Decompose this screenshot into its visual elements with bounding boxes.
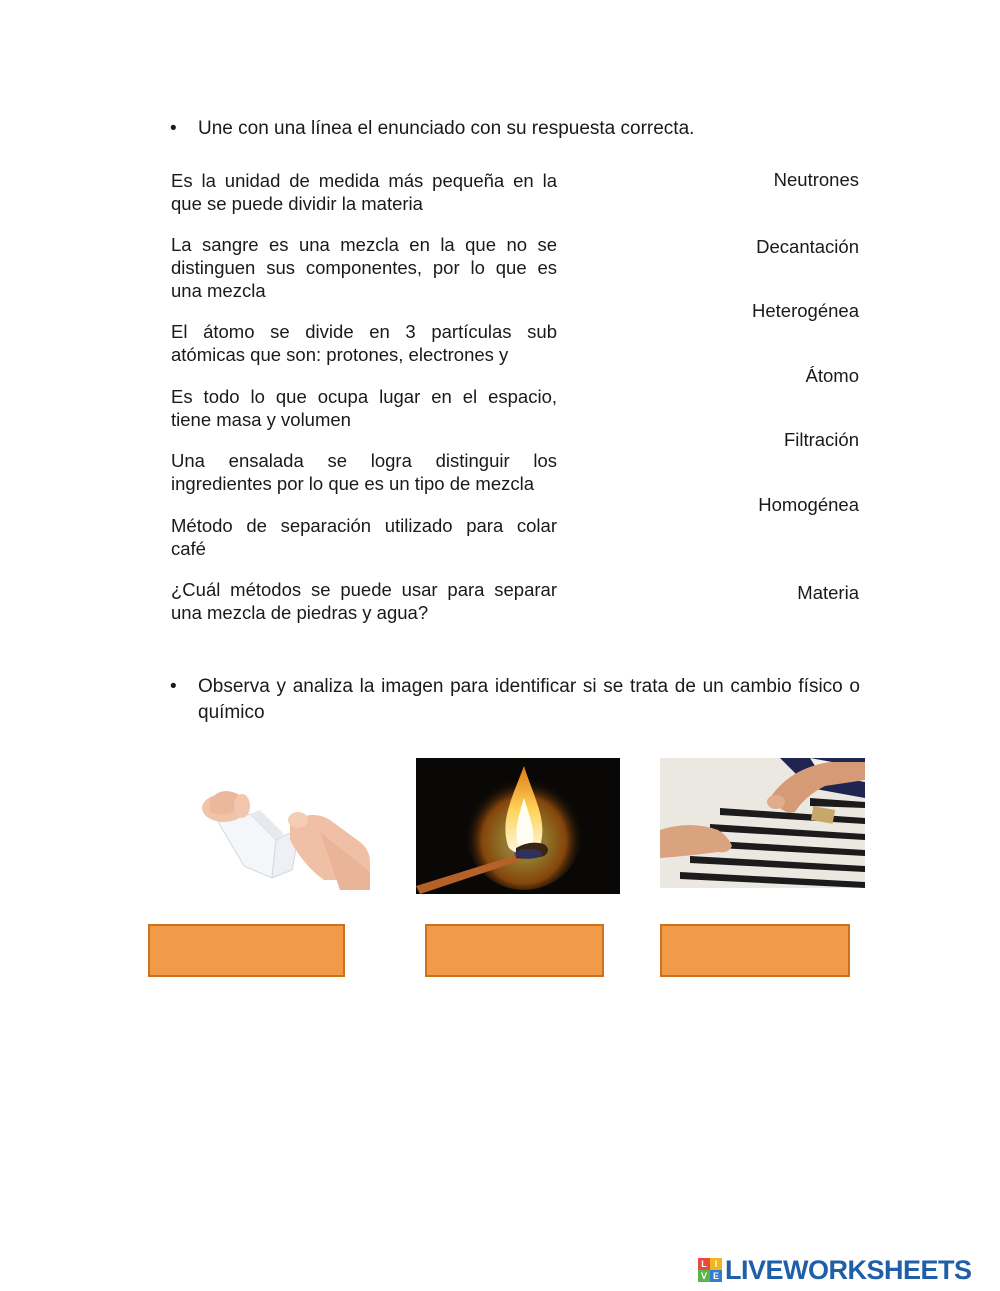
statement-3: El átomo se divide en 3 partículas sub atómicas que son: protones, electrones y	[171, 321, 557, 365]
paper-tearing-illustration	[180, 770, 370, 890]
instruction-text: Une con una línea el enunciado con su respuesta correcta.	[198, 118, 695, 139]
answer-box-paper[interactable]	[148, 924, 345, 977]
answer-heterogenea[interactable]: Heterogénea	[752, 300, 859, 321]
bullet-icon: •	[170, 676, 177, 697]
answer-materia[interactable]: Materia	[797, 582, 859, 603]
answer-atomo[interactable]: Átomo	[805, 365, 859, 386]
folding-shirt-image	[660, 758, 865, 888]
liveworksheets-wordmark: LIVEWORKSHEETS	[725, 1254, 972, 1285]
answer-homogenea[interactable]: Homogénea	[758, 494, 859, 515]
answer-box-match[interactable]	[425, 924, 604, 977]
folding-shirt-illustration	[660, 758, 865, 888]
answer-neutrones[interactable]: Neutrones	[773, 169, 859, 190]
statement-7: ¿Cuál métodos se puede usar para separar una mezcla de piedras y agua?	[171, 579, 557, 623]
burning-match-image	[416, 758, 620, 894]
burning-match-illustration	[416, 758, 620, 894]
answer-box-shirt[interactable]	[660, 924, 850, 977]
answer-filtracion[interactable]: Filtración	[783, 429, 859, 450]
liveworksheets-logo-icon: L I V E	[698, 1258, 722, 1282]
statement-4: Es todo lo que ocupa lugar en el espacio, tiene masa y volumen	[171, 386, 557, 430]
instruction-observe	[170, 674, 870, 734]
paper-tearing-image	[180, 770, 370, 890]
statement-2: La sangre es una mezcla en la que no se distinguen sus componentes, por lo que es una mezcla	[171, 234, 557, 301]
statement-6: Método de separación utilizado para colar café	[171, 515, 557, 559]
statement-1: Es la unidad de medida más pequeña en la que se puede dividir la materia	[171, 170, 557, 214]
answer-decantacion[interactable]: Decantación	[756, 236, 859, 257]
instruction-text: Observa y analiza la imagen para identificar si se trata de un cambio físico o químico	[198, 676, 860, 723]
liveworksheets-logo	[698, 1254, 972, 1286]
statement-5: Una ensalada se logra distinguir los ingredientes por lo que es un tipo de mezcla	[171, 450, 557, 494]
bullet-icon: •	[170, 118, 177, 139]
